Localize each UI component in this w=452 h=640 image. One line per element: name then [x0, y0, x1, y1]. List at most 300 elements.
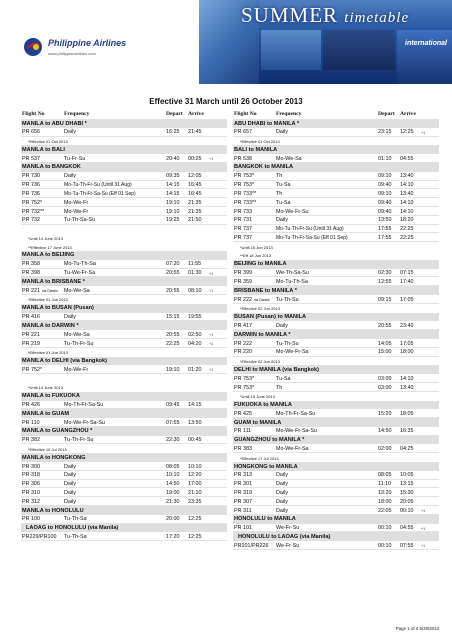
frequency: Daily — [276, 490, 288, 497]
arrive-time: 16:45 — [188, 182, 202, 189]
flight-number — [22, 516, 40, 522]
depart-time: 17:55 — [378, 226, 392, 233]
route-section-header — [21, 357, 227, 366]
route-section-header — [21, 506, 227, 515]
route-title: HONOLULU to MANILA — [234, 516, 296, 523]
flight-row — [233, 154, 439, 163]
frequency: Mo-Th-Fr-Sa-Su — [64, 402, 104, 409]
route-title: GUANGZHOU to MANILA * — [234, 437, 305, 444]
flight-number — [234, 543, 268, 549]
depart-time: 19:10 — [166, 208, 180, 215]
depart-time: 09:40 — [378, 199, 392, 206]
depart-time: 17:20 — [166, 534, 180, 541]
depart-time: 19:00 — [166, 490, 180, 497]
flight-number — [234, 499, 252, 505]
depart-time: 09:45 — [166, 402, 180, 409]
flight-row — [21, 497, 227, 506]
flight-number — [22, 367, 42, 373]
route-title: MANILA to DELHI (via Bangkok) — [22, 358, 107, 365]
route-section-header — [233, 365, 439, 374]
depart-time: 14:15 — [166, 190, 180, 197]
flight-number — [234, 235, 252, 241]
flight-number — [22, 402, 40, 408]
note-text: *Effective 17 Jul 2013 — [240, 455, 279, 461]
flight-number — [22, 209, 44, 215]
arrivals-to-manila-column — [233, 110, 439, 550]
note-text: *Until 14 June 2013 — [28, 385, 63, 391]
flight-number-text: PR 300 — [22, 463, 40, 470]
flight-number-text: PR 753* — [234, 173, 255, 180]
route-title: MANILA to HONOLULU — [22, 507, 84, 514]
schedule-note — [233, 357, 439, 366]
depart-time: 03:00 — [378, 375, 392, 382]
arrive-time: 01:20 — [188, 366, 202, 373]
frequency-header: Frequency — [276, 111, 302, 117]
flight-number — [22, 191, 40, 197]
flight-row — [233, 198, 439, 207]
depart-time: 09:40 — [378, 208, 392, 215]
note-text: *Effective 02 Jun 2013 — [240, 306, 280, 312]
route-section-header — [21, 321, 227, 330]
flight-row — [233, 128, 439, 137]
flight-number — [234, 182, 254, 188]
route-section-header — [233, 462, 439, 471]
flight-number-text: PR 221 — [22, 287, 40, 294]
page-number: Page 1 of 4 5/20/2013 — [395, 626, 439, 631]
banner-badge: international — [405, 40, 448, 47]
arrive-header: Arrive — [400, 111, 416, 117]
flight-number-text: PR 111 — [234, 428, 252, 435]
flight-via-note: via Darwin — [41, 288, 58, 293]
route-title: MANILA to GUAM — [22, 410, 70, 417]
airline-url[interactable]: www.philippineairlines.com — [48, 51, 96, 56]
frequency: Daily — [64, 129, 76, 136]
flight-number — [22, 341, 40, 347]
arrive-time: 23:35 — [188, 498, 202, 505]
flight-number — [234, 297, 270, 303]
arrive-header: Arrive — [188, 111, 204, 117]
frequency: Tu-We-Fr-Sa — [64, 270, 96, 277]
next-day-marker: +1 — [421, 526, 426, 531]
frequency: Tu-Sa — [276, 199, 291, 206]
arrive-time: 13:40 — [400, 190, 414, 197]
depart-time: 21:30 — [166, 498, 180, 505]
route-section-header — [233, 313, 439, 322]
flight-number-text: PR 425 — [234, 410, 252, 417]
flight-row — [233, 374, 439, 383]
flight-number-text: PR 319 — [234, 490, 252, 497]
flight-row — [233, 506, 439, 515]
depart-time: 22:25 — [166, 340, 180, 347]
route-section-header — [21, 453, 227, 462]
frequency: Daily — [276, 507, 288, 514]
flight-number — [234, 191, 256, 197]
frequency: Daily — [276, 472, 288, 479]
flight-number — [22, 288, 58, 294]
arrive-time: 00:10 — [400, 507, 414, 514]
note-text: **Eff 18 Jun 2013 — [240, 253, 272, 259]
schedule-note — [233, 453, 439, 462]
flight-row — [233, 321, 439, 330]
route-title: MANILA to HONGKONG — [22, 454, 86, 461]
flight-via-note: via Darwin — [253, 297, 270, 302]
flight-number-text: PR 301 — [234, 481, 252, 488]
arrive-time: 21:35 — [188, 208, 202, 215]
route-title: MANILA to FUKUOKA — [22, 393, 80, 400]
photo-panel-sky — [261, 30, 321, 70]
route-section-header — [21, 392, 227, 401]
flight-number — [22, 481, 40, 487]
depart-time: 20:55 — [166, 270, 180, 277]
flight-number — [234, 156, 252, 162]
flight-number — [22, 129, 40, 135]
frequency: Daily — [276, 217, 288, 224]
flight-number — [234, 226, 252, 232]
schedule-note — [21, 233, 227, 242]
route-section-header — [233, 532, 439, 541]
schedule-note — [21, 348, 227, 357]
flight-number — [234, 209, 252, 215]
arrive-time: 17:05 — [400, 296, 414, 303]
arrive-time: 13:40 — [400, 384, 414, 391]
flight-number — [22, 499, 40, 505]
frequency: Daily — [276, 322, 288, 329]
flight-number — [234, 446, 252, 452]
airline-logo[interactable] — [22, 30, 162, 70]
flight-number-text: PR 382 — [22, 437, 40, 444]
flight-row — [233, 383, 439, 392]
frequency: Mo-We-Fr-Sa — [276, 349, 309, 356]
flight-number — [234, 385, 254, 391]
arrive-time: 12:25 — [188, 534, 202, 541]
note-text: *Effective 16 Jul 2013 — [28, 446, 67, 452]
flight-number-text: PR 752* — [22, 366, 43, 373]
flight-number — [234, 349, 252, 355]
left-timetable-rows — [21, 119, 227, 541]
flight-number-text: PR 311 — [234, 507, 252, 514]
flight-number — [22, 182, 40, 188]
route-section-header — [21, 163, 227, 172]
flight-number-text: PR 398 — [22, 270, 40, 277]
frequency: Mo-We-Sa — [276, 155, 302, 162]
flight-row — [21, 339, 227, 348]
frequency: Mo-Tu-Th-Sa — [276, 278, 308, 285]
flight-number-text: PR 359 — [234, 278, 252, 285]
flight-number — [22, 314, 40, 320]
route-title: DELHI to MANILA (via Bangkok) — [234, 366, 319, 373]
arrive-time: 21:10 — [188, 490, 202, 497]
flight-row — [21, 313, 227, 322]
frequency: Daily — [276, 498, 288, 505]
flight-number-text: PR 101 — [234, 525, 252, 532]
arrive-time: 16:35 — [400, 428, 414, 435]
arrive-time: 08:10 — [188, 287, 202, 294]
flight-row — [21, 471, 227, 480]
flight-row — [21, 418, 227, 427]
flight-row — [21, 488, 227, 497]
frequency: Tu-Th-Sa — [64, 516, 87, 523]
route-section-header — [21, 119, 227, 128]
route-section-header — [233, 145, 439, 154]
flight-number-text: PR 732** — [22, 208, 45, 215]
frequency: Daily — [64, 490, 76, 497]
flight-row — [233, 277, 439, 286]
flight-number — [22, 173, 40, 179]
schedule-note — [233, 251, 439, 260]
depart-time: 14:15 — [166, 182, 180, 189]
route-title: FUKUOKA to MANILA — [234, 402, 292, 408]
flight-number-text: PR229/PR100 — [22, 534, 57, 541]
flight-row — [21, 189, 227, 198]
flight-row — [233, 207, 439, 216]
flight-number-text: PR 752* — [22, 199, 43, 206]
flight-number-text: PR 426 — [22, 402, 40, 409]
flight-number-text: PR 313 — [234, 472, 252, 479]
flight-no-header: Flight No — [234, 111, 257, 117]
route-title: MANILA to BANGKOK — [22, 164, 81, 171]
arrive-time: 20:05 — [400, 498, 414, 505]
schedule-note — [21, 383, 227, 392]
flight-number — [234, 411, 252, 417]
arrive-time: 21:50 — [188, 217, 202, 224]
arrive-time: 18:00 — [400, 349, 414, 356]
depart-time: 20:00 — [166, 516, 180, 523]
arrive-time: 21:35 — [188, 199, 202, 206]
arrive-time: 17:00 — [188, 481, 202, 488]
flight-row — [233, 189, 439, 198]
flight-number-text: PR 753* — [234, 375, 255, 382]
depart-time: 16:25 — [166, 129, 180, 136]
flight-row — [233, 233, 439, 242]
flight-row — [233, 172, 439, 181]
route-section-header — [21, 251, 227, 260]
flight-number — [234, 481, 252, 487]
flight-row — [21, 515, 227, 524]
flight-row — [233, 269, 439, 278]
flight-number — [234, 323, 252, 329]
flight-row — [21, 260, 227, 269]
banner-title — [241, 3, 409, 28]
route-title: GUAM to MANILA — [234, 419, 282, 426]
depart-time: 20:55 — [166, 331, 180, 338]
photo-panel-city — [323, 30, 395, 70]
next-day-marker: +1 — [209, 289, 214, 294]
frequency: We-Fr-Su — [276, 525, 300, 532]
frequency-header: Frequency — [64, 111, 90, 117]
route-section-header — [233, 119, 439, 128]
flight-number-text: PR 220 — [234, 349, 252, 356]
depart-time: 17:55 — [378, 234, 392, 241]
depart-time: 14:50 — [166, 481, 180, 488]
depart-time: 20:55 — [166, 287, 180, 294]
flight-no-header: Flight No — [22, 111, 45, 117]
route-section-header — [233, 330, 439, 339]
flight-number-text: PR 733 — [234, 208, 252, 215]
flight-number — [22, 156, 40, 162]
flight-number-text: PR 307 — [234, 498, 252, 505]
frequency: Tu-Th-Su — [276, 340, 299, 347]
schedule-note — [233, 242, 439, 251]
flight-number-text: PR 222 — [234, 340, 252, 347]
flight-number-text: PR 417 — [234, 322, 252, 329]
depart-time: 23:15 — [378, 129, 392, 136]
arrive-time: 11:55 — [188, 261, 202, 268]
depart-time: 01:10 — [378, 155, 392, 162]
route-section-header — [233, 418, 439, 427]
frequency: Daily — [276, 481, 288, 488]
flight-row — [21, 462, 227, 471]
route-title: MANILA to BRISBANE * — [22, 278, 85, 285]
schedule-note — [21, 242, 227, 251]
next-day-marker: +1 — [209, 333, 214, 338]
route-title: BRISBANE to MANILA * — [234, 287, 297, 294]
flight-number — [234, 217, 252, 223]
frequency: Tu-Th-Su — [276, 296, 299, 303]
arrive-time: 04:55 — [400, 525, 414, 532]
flight-row — [21, 207, 227, 216]
photo-panel-right — [397, 30, 452, 84]
frequency: Mo-We-Fr-Su — [276, 208, 309, 215]
flight-number-text: PR 737 — [234, 234, 252, 241]
spacer-row — [21, 374, 227, 383]
arrive-time: 18:05 — [400, 410, 414, 417]
frequency: Daily — [64, 314, 76, 321]
flight-row — [233, 409, 439, 418]
next-day-marker: +1 — [421, 130, 426, 135]
route-title: BUSAN (Pusan) to MANILA — [234, 314, 307, 321]
effective-date-title: Effective 31 March until 26 October 2013 — [149, 97, 303, 106]
flight-row — [21, 532, 227, 541]
flight-number-text: PR 358 — [22, 261, 40, 268]
flight-number-text: PR 306 — [22, 481, 40, 488]
frequency: Th — [276, 173, 283, 180]
depart-time: 19:10 — [166, 366, 180, 373]
depart-time: 18:00 — [378, 498, 392, 505]
route-title: BALI to MANILA — [234, 146, 278, 153]
arrive-time: 14:10 — [400, 208, 414, 215]
route-title: BEIJING to MANILA — [234, 261, 287, 268]
flight-number-text: PR 736 — [22, 190, 40, 197]
right-timetable-rows — [233, 119, 439, 550]
arrive-time: 00:25 — [188, 155, 202, 162]
flight-row — [233, 541, 439, 550]
arrive-time: 14:10 — [400, 182, 414, 189]
depart-time: 19:25 — [166, 217, 180, 224]
flight-number — [234, 376, 254, 382]
next-day-marker: +1 — [421, 544, 426, 549]
flight-number-text: PR 737 — [234, 226, 252, 233]
flight-row — [233, 216, 439, 225]
arrive-time: 02:50 — [188, 331, 202, 338]
depart-time: 19:10 — [166, 199, 180, 206]
frequency: Daily — [64, 173, 76, 180]
route-section-header — [233, 163, 439, 172]
arrive-time: 13:50 — [188, 419, 202, 426]
flight-number-text: PR 383 — [234, 446, 252, 453]
flight-row — [21, 480, 227, 489]
flight-number — [234, 428, 251, 434]
depart-time: 08:05 — [166, 463, 180, 470]
frequency: We-Fr-Su — [276, 542, 300, 549]
frequency: Mo-We-Fr — [64, 366, 89, 373]
frequency: Tu-Th-Sa-Su — [64, 217, 95, 224]
arrive-time: 14:15 — [188, 402, 202, 409]
airline-sun-logo-icon — [22, 36, 44, 58]
depart-time: 15:20 — [378, 410, 392, 417]
depart-time: 15:15 — [166, 314, 180, 321]
arrive-time: 17:40 — [400, 278, 414, 285]
frequency: Mo-Tu-Th-Fr-Sa-Su (Eff 01 Sep) — [64, 190, 136, 197]
depart-time: 07:55 — [166, 419, 180, 426]
depart-time: 14:05 — [378, 340, 392, 347]
arrive-time: 19:55 — [188, 314, 202, 321]
route-title: BANGKOK to MANILA — [234, 164, 294, 171]
note-text: *Effective 01 Jun 2013 — [28, 297, 68, 303]
flight-number — [22, 332, 40, 338]
frequency: Mo-Tu-Th-Sa — [64, 261, 96, 268]
route-section-header — [233, 260, 439, 269]
next-day-marker: +1 — [209, 157, 214, 162]
depart-time: 10:10 — [166, 472, 180, 479]
flight-number — [234, 490, 252, 496]
arrive-time: 07:55 — [400, 542, 414, 549]
flight-number-text: PR 416 — [22, 314, 40, 321]
frequency: Mo-We-Fr — [64, 208, 89, 215]
banner-title-suffix: timetable — [344, 10, 410, 26]
flight-number-text: PR 100 — [22, 516, 40, 523]
frequency: Mo-We-Fr-Sa-Su — [276, 428, 317, 435]
frequency: Mo-We-Sa — [64, 331, 90, 338]
arrive-time: 04:25 — [400, 446, 414, 453]
arrive-time: 17:05 — [400, 340, 414, 347]
note-text: **Effective 17 June 2013 — [28, 244, 72, 250]
frequency: Tu-Sa — [276, 182, 291, 189]
note-text: *Effective 02 Jun 2013 — [240, 358, 280, 364]
airline-name: Philippine Airlines — [48, 38, 127, 48]
flight-row — [233, 524, 439, 533]
flight-number-text: PR 538 — [234, 155, 252, 162]
depart-time: 20:55 — [378, 322, 392, 329]
arrive-time: 22:25 — [400, 234, 414, 241]
flight-number-text: PR 399 — [234, 270, 252, 277]
frequency: Mo-Tu-Th-Fr-Su (Until 31 Aug) — [276, 226, 344, 233]
depart-time: 20:40 — [166, 155, 180, 162]
arrive-time: 12:25 — [188, 516, 202, 523]
route-title: MANILA to ABU DHABI * — [22, 120, 87, 127]
flight-row — [233, 471, 439, 480]
arrive-time: 04:20 — [188, 340, 202, 347]
flight-row — [21, 401, 227, 410]
next-day-marker: +1 — [209, 368, 214, 373]
route-section-header — [21, 145, 227, 154]
flight-number — [22, 490, 40, 496]
banner-title-word: SUMMER — [241, 3, 339, 27]
frequency: Daily — [64, 481, 76, 488]
flight-number-text: PR 537 — [22, 155, 40, 162]
flight-row — [233, 427, 439, 436]
frequency: Tu-Th-Sa — [64, 534, 87, 541]
flight-number-text: PR 312 — [22, 498, 40, 505]
route-section-header — [21, 524, 227, 533]
arrive-time: 18:20 — [400, 217, 414, 224]
route-title: ABU DHABI to MANILA * — [234, 120, 300, 127]
frequency: Mo-We-Fr-Sa — [276, 446, 309, 453]
arrive-time: 00:45 — [188, 437, 202, 444]
arrive-time: 10:10 — [188, 463, 202, 470]
arrive-time: 04:55 — [400, 155, 414, 162]
arrive-time: 01:30 — [188, 270, 202, 277]
depart-header: Depart — [166, 111, 183, 117]
